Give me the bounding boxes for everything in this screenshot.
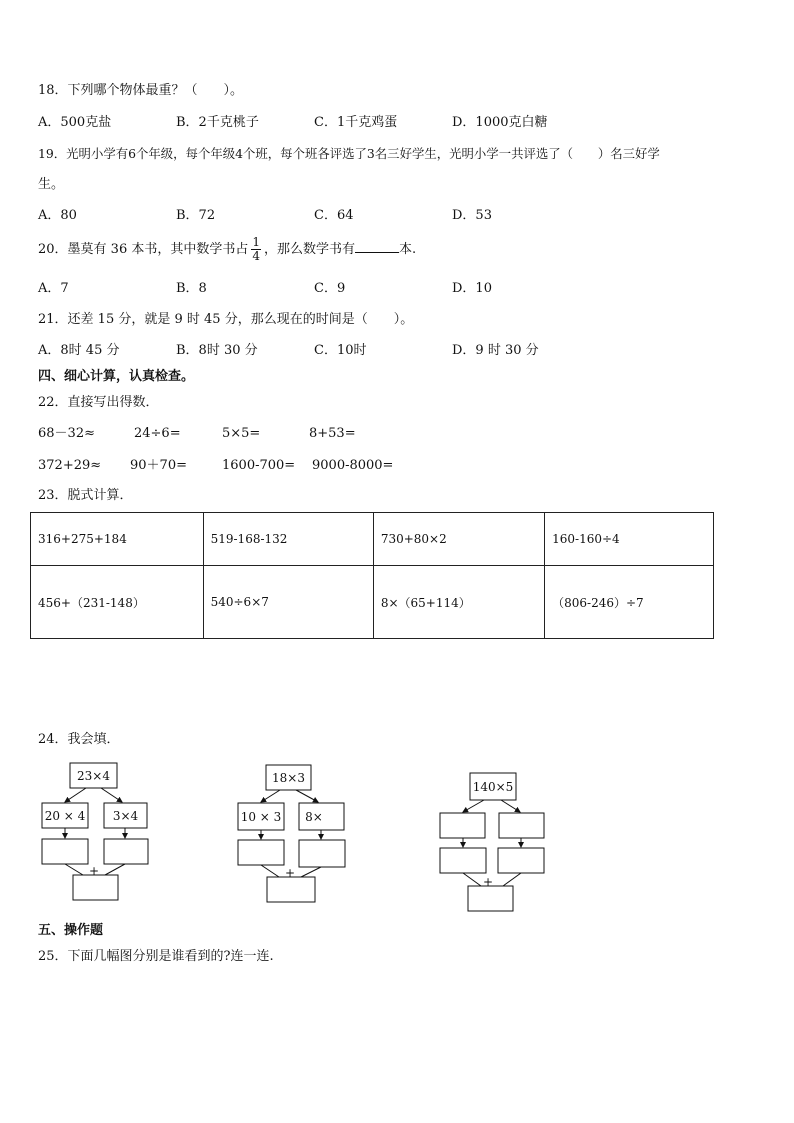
q20-answer-blank[interactable] bbox=[355, 240, 399, 253]
q24-tree-3 bbox=[436, 770, 556, 920]
q20-stem-post: ，那么数学书有 bbox=[264, 242, 356, 257]
q22-r1-c1: 68－32≈ bbox=[38, 426, 95, 441]
q24-tree-2 bbox=[234, 760, 354, 910]
q22-r2-c2: 90＋70= bbox=[130, 458, 187, 473]
q24-stem: 24．我会填． bbox=[38, 732, 120, 747]
q23-cell[interactable]: 316+275+184 bbox=[31, 513, 204, 566]
q20-option-c[interactable]: C．9 bbox=[314, 281, 346, 296]
tree3-top-label: 140×5 bbox=[472, 780, 514, 794]
q20-stem-end: 本. bbox=[399, 242, 417, 257]
tree2-left-label: 10 × 3 bbox=[240, 810, 282, 824]
tree2-left-answer-box[interactable] bbox=[238, 840, 284, 865]
tree3-plus-sign: + bbox=[482, 875, 494, 889]
tree3-right-answer-box[interactable] bbox=[498, 848, 544, 873]
q23-stem: 23．脱式计算． bbox=[38, 488, 133, 503]
q22-r2-c3: 1600-700= bbox=[222, 458, 296, 473]
q23-cell[interactable]: 540÷6×7 bbox=[203, 566, 373, 639]
q20-fraction bbox=[251, 236, 261, 263]
q19-option-a[interactable]: A．80 bbox=[38, 208, 77, 223]
q21-option-a[interactable]: A．8时 45 分 bbox=[38, 343, 120, 358]
q22-r1-c2: 24÷6= bbox=[134, 426, 181, 441]
q22-r2-c1: 372+29≈ bbox=[38, 458, 102, 473]
q22-r2-c4: 9000-8000= bbox=[312, 458, 394, 473]
tree1-sum-box[interactable] bbox=[73, 875, 118, 900]
table-row bbox=[31, 513, 714, 566]
q20-stem bbox=[38, 236, 416, 264]
q18-option-c[interactable]: C．1千克鸡蛋 bbox=[314, 115, 398, 130]
tree1-plus-sign: + bbox=[88, 864, 100, 878]
q22-r1-c3: 5×5= bbox=[222, 426, 261, 441]
tree1-right-label: 3×4 bbox=[112, 809, 139, 823]
tree2-right-answer-box[interactable] bbox=[299, 840, 345, 867]
tree2-plus-sign: + bbox=[284, 866, 296, 880]
q20-option-b[interactable]: B．8 bbox=[176, 281, 207, 296]
q23-cell[interactable]: （806-246）÷7 bbox=[545, 566, 714, 639]
q21-stem: 21．还差 15 分，就是 9 时 45 分，那么现在的时间是（ ）。 bbox=[38, 312, 414, 327]
q23-cell[interactable]: 456+（231-148） bbox=[31, 566, 204, 639]
tree1-right-answer-box[interactable] bbox=[104, 839, 148, 864]
tree3-right-box[interactable] bbox=[499, 813, 544, 838]
q23-cell[interactable]: 519-168-132 bbox=[203, 513, 373, 566]
q21-option-b[interactable]: B．8时 30 分 bbox=[176, 343, 258, 358]
tree2-right-label: 8× bbox=[305, 810, 323, 824]
q19-option-d[interactable]: D．53 bbox=[452, 208, 492, 223]
q19-option-c[interactable]: C．64 bbox=[314, 208, 354, 223]
q25-stem: 25．下面几幅图分别是谁看到的?连一连. bbox=[38, 949, 274, 964]
tree1-left-label: 20 × 4 bbox=[44, 809, 86, 823]
q19-stem-line1: 19．光明小学有6个年级，每个年级4个班，每个班各评选了3名三好学生，光明小学一共评选了（ ）名三好学 bbox=[38, 146, 660, 161]
tree2-sum-box[interactable] bbox=[267, 877, 315, 902]
q18-option-a[interactable]: A．500克盐 bbox=[38, 115, 112, 130]
q20-fraction-denominator: 4 bbox=[252, 249, 260, 263]
q18-option-d[interactable]: D．1000克白糖 bbox=[452, 115, 548, 130]
q22-r1-c4: 8+53= bbox=[309, 426, 356, 441]
q18-option-b[interactable]: B．2千克桃子 bbox=[176, 115, 259, 130]
tree3-left-answer-box[interactable] bbox=[440, 848, 486, 873]
tree1-left-answer-box[interactable] bbox=[42, 839, 88, 864]
q23-cell[interactable]: 730+80×2 bbox=[373, 513, 544, 566]
q23-cell[interactable]: 160-160÷4 bbox=[545, 513, 714, 566]
table-row bbox=[31, 566, 714, 639]
tree3-sum-box[interactable] bbox=[468, 886, 513, 911]
q23-calculation-table bbox=[30, 512, 714, 639]
q21-option-c[interactable]: C．10时 bbox=[314, 343, 367, 358]
tree2-top-label: 18×3 bbox=[272, 771, 305, 785]
q20-fraction-numerator: 1 bbox=[252, 235, 260, 249]
q23-cell[interactable]: 8×（65+114） bbox=[373, 566, 544, 639]
q21-option-d[interactable]: D．9 时 30 分 bbox=[452, 343, 539, 358]
section4-title: 四、细心计算，认真检查。 bbox=[38, 369, 195, 384]
q19-option-b[interactable]: B．72 bbox=[176, 208, 216, 223]
q20-stem-pre: 20．墨莫有 36 本书，其中数学书占 bbox=[38, 242, 249, 257]
q24-tree-1 bbox=[38, 760, 158, 910]
section5-title: 五、操作题 bbox=[38, 923, 104, 938]
q19-stem-line2: 生。 bbox=[38, 177, 65, 192]
q22-stem: 22．直接写出得数． bbox=[38, 395, 159, 410]
tree1-top-label: 23×4 bbox=[77, 769, 110, 783]
q20-option-d[interactable]: D．10 bbox=[452, 281, 492, 296]
q20-option-a[interactable]: A．7 bbox=[38, 281, 69, 296]
tree3-left-box[interactable] bbox=[440, 813, 485, 838]
q18-stem: 18．下列哪个物体最重？（ ）。 bbox=[38, 83, 244, 98]
